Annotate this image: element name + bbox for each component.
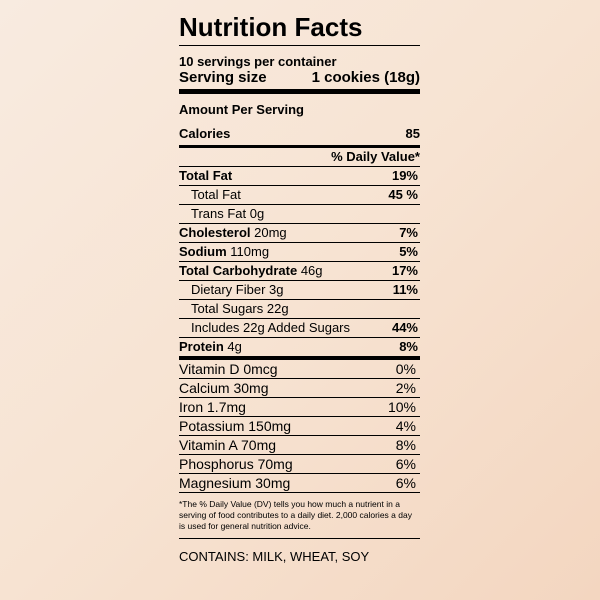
vitamin-row xyxy=(179,379,420,398)
nutrient-label: Cholesterol xyxy=(179,225,251,240)
daily-value-footnote: *The % Daily Value (DV) tells you how much a nutrient in a serving of food contributes to a daily diet. 2,000 calories a day is used for general nutrition advice. xyxy=(179,499,412,531)
daily-value-header: % Daily Value* xyxy=(179,148,420,167)
nutrient-daily-value: 45 % xyxy=(388,187,418,202)
vitamin-name: Calcium 30mg xyxy=(179,380,269,396)
nutrient-name xyxy=(191,320,350,336)
calories-row xyxy=(179,126,420,142)
nutrient-name xyxy=(179,168,232,184)
nutrient-row xyxy=(179,262,420,281)
vitamin-name: Iron 1.7mg xyxy=(179,399,246,415)
vitamin-name: Phosphorus 70mg xyxy=(179,456,293,472)
vitamin-row xyxy=(179,398,420,417)
nutrient-daily-value: 8% xyxy=(399,339,418,354)
vitamin-daily-value: 10% xyxy=(387,399,416,415)
nutrient-row xyxy=(179,281,420,300)
nutrient-label: Sodium xyxy=(179,244,227,259)
nutrient-daily-value: 7% xyxy=(399,225,418,240)
calories-label: Calories xyxy=(179,126,231,141)
nutrient-label: Total Fat xyxy=(191,187,241,202)
serving-size-value: 1 cookies (18g) xyxy=(311,69,420,86)
nutrient-amount: 46g xyxy=(297,263,323,278)
nutrient-daily-value: 11% xyxy=(392,282,418,297)
vitamin-daily-value: 4% xyxy=(395,418,416,434)
nutrient-row xyxy=(179,186,420,205)
nutrient-daily-value: 44% xyxy=(391,320,418,335)
vitamin-row xyxy=(179,417,420,436)
nutrient-name xyxy=(179,244,269,260)
vitamin-daily-value: 2% xyxy=(395,380,416,396)
nutrient-row xyxy=(179,224,420,243)
nutrient-amount: 4g xyxy=(223,339,242,354)
nutrition-facts-label xyxy=(179,12,420,565)
nutrient-name xyxy=(179,263,323,279)
nutrient-label: Trans Fat 0g xyxy=(191,206,265,221)
vitamin-name: Vitamin D 0mcg xyxy=(179,361,278,377)
nutrient-label: Protein xyxy=(179,339,224,354)
vitamin-row xyxy=(179,436,420,455)
nutrient-amount: 110mg xyxy=(226,244,270,259)
nutrient-label: Dietary Fiber 3g xyxy=(191,282,284,297)
nutrient-name xyxy=(179,225,287,241)
thick-divider xyxy=(179,89,420,94)
vitamin-row xyxy=(179,455,420,474)
nutrient-row xyxy=(179,300,420,319)
vitamin-daily-value: 6% xyxy=(395,475,416,491)
nutrient-daily-value: 19% xyxy=(391,168,418,183)
nutrient-amount: 20mg xyxy=(250,225,287,240)
vitamin-name: Potassium 150mg xyxy=(179,418,292,434)
nutrient-row xyxy=(179,167,420,186)
divider xyxy=(179,45,420,46)
nutrient-row xyxy=(179,319,420,338)
nutrient-row xyxy=(179,338,420,356)
vitamin-daily-value: 0% xyxy=(395,361,416,377)
nutrient-name xyxy=(179,339,242,355)
nutrient-daily-value: 5% xyxy=(399,244,418,259)
vitamin-list xyxy=(179,360,420,493)
nutrient-name xyxy=(191,206,264,222)
nutrient-name xyxy=(191,301,289,317)
nutrient-label: Total Fat xyxy=(179,168,233,183)
amount-per-serving: Amount Per Serving xyxy=(179,102,304,117)
vitamin-name: Vitamin A 70mg xyxy=(179,437,277,453)
calories-value: 85 xyxy=(405,126,420,141)
nutrient-row xyxy=(179,205,420,224)
nutrient-list xyxy=(179,167,420,356)
serving-size-label: Serving size xyxy=(179,69,267,86)
allergen-statement: CONTAINS: MILK, WHEAT, SOY xyxy=(179,549,370,564)
vitamin-daily-value: 6% xyxy=(395,456,416,472)
vitamin-daily-value: 8% xyxy=(395,437,416,453)
servings-per-container: 10 servings per container xyxy=(179,54,337,69)
nutrient-label: Total Carbohydrate xyxy=(179,263,298,278)
nutrient-label: Total Sugars 22g xyxy=(191,301,289,316)
nutrient-label: Includes 22g Added Sugars xyxy=(191,320,351,335)
nutrient-name xyxy=(191,282,283,298)
vitamin-row xyxy=(179,360,420,379)
vitamin-name: Magnesium 30mg xyxy=(179,475,291,491)
nutrient-row xyxy=(179,243,420,262)
serving-size-row xyxy=(179,69,420,87)
nutrient-daily-value: 17% xyxy=(391,263,418,278)
vitamin-row xyxy=(179,474,420,493)
label-title: Nutrition Facts xyxy=(179,12,363,42)
nutrient-name xyxy=(191,187,241,203)
